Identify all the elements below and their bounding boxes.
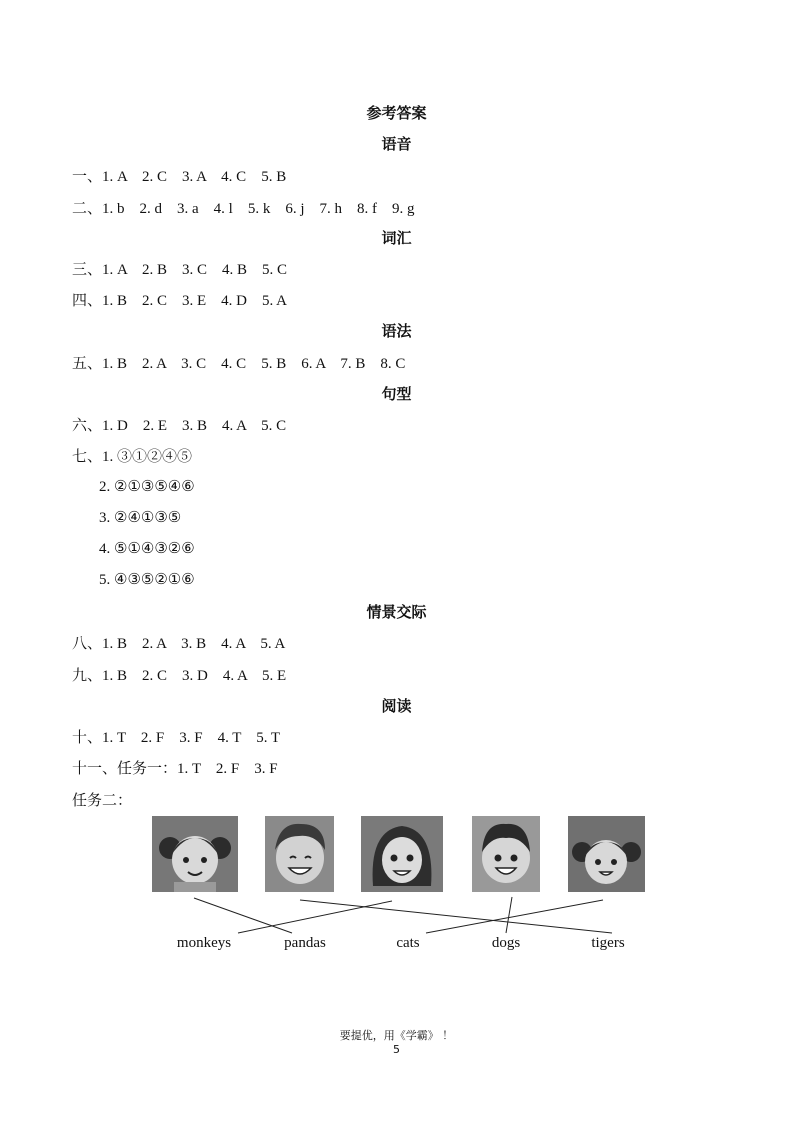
- answer-line-6: 六、1. D 2. E 3. B 4. A 5. C: [72, 418, 287, 434]
- match-word-tigers: tigers: [591, 935, 625, 951]
- answer-line-7-5: 5. ④③⑤②①⑥: [99, 572, 195, 588]
- answer-line-4: 四、1. B 2. C 3. E 4. D 5. A: [72, 293, 288, 309]
- answer-line-10: 十、1. T 2. F 3. F 4. T 5. T: [72, 730, 281, 746]
- answer-line-7-2: 2. ②①③⑤④⑥: [99, 479, 195, 495]
- page-number: 5: [393, 1043, 400, 1056]
- page-title: 参考答案: [366, 104, 427, 122]
- section-heading-vocabulary: 词汇: [381, 229, 412, 247]
- match-word-cats: cats: [396, 935, 420, 951]
- answer-line-8: 八、1. B 2. A 3. B 4. A 5. A: [72, 636, 286, 652]
- answer-line-9: 九、1. B 2. C 3. D 4. A 5. E: [72, 668, 287, 684]
- answer-line-2: 二、1. b 2. d 3. a 4. l 5. k 6. j 7. h 8. f 9. g: [72, 201, 415, 217]
- match-line-3: [238, 901, 392, 933]
- answer-line-7-4: 4. ⑤①④③②⑥: [99, 541, 195, 557]
- match-word-dogs: dogs: [491, 935, 521, 951]
- section-heading-sentence: 句型: [381, 385, 412, 403]
- answer-line-11-task2: 任务二：: [72, 793, 133, 809]
- section-heading-dialogue: 情景交际: [366, 603, 427, 621]
- match-line-2: [300, 900, 612, 933]
- section-heading-grammar: 语法: [381, 322, 412, 340]
- section-heading-pronunciation: 语音: [381, 135, 412, 153]
- match-line-1: [194, 898, 292, 933]
- answer-line-7-3: 3. ②④①③⑤: [99, 510, 182, 526]
- answer-line-7-1: 七、1. ③①②④⑤: [72, 449, 193, 465]
- answer-line-3: 三、1. A 2. B 3. C 4. B 5. C: [72, 262, 288, 278]
- match-word-pandas: pandas: [284, 935, 326, 951]
- answer-line-5: 五、1. B 2. A 3. C 4. C 5. B 6. A 7. B 8. C: [72, 356, 406, 372]
- match-word-monkeys: monkeys: [176, 935, 232, 951]
- answer-line-1: 一、1. A 2. C 3. A 4. C 5. B: [72, 169, 287, 185]
- match-line-4: [506, 897, 512, 933]
- section-heading-reading: 阅读: [381, 697, 412, 715]
- answer-line-11-task1: 十一、任务一：1. T 2. F 3. F: [72, 761, 278, 777]
- footer-slogan: 要提优，用《学霸》 ！: [339, 1029, 454, 1042]
